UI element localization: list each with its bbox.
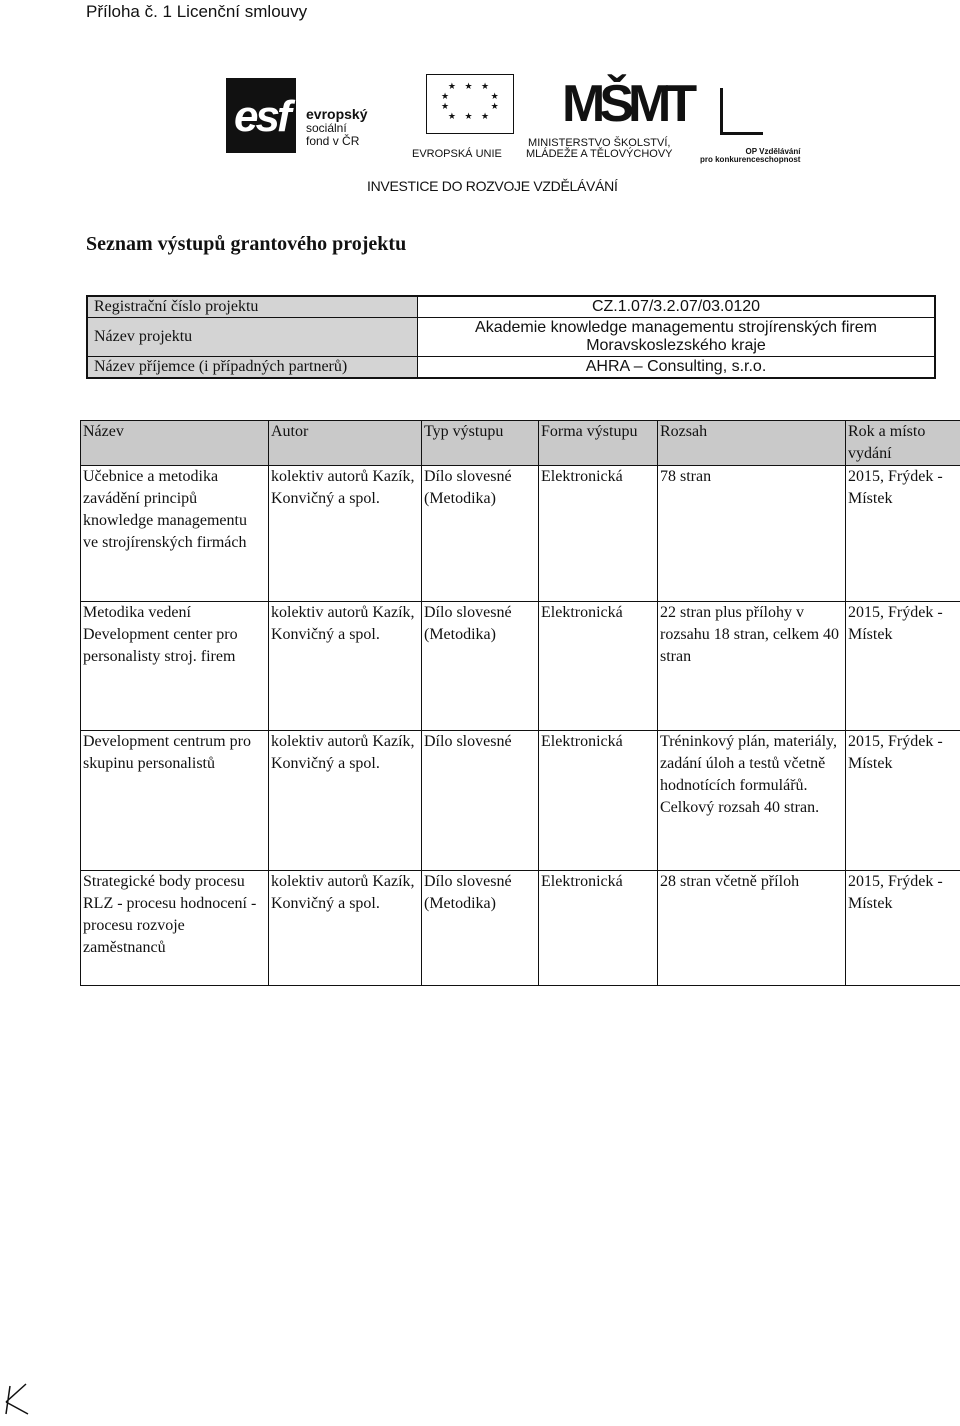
table-header-row (81, 421, 960, 466)
cell-typ: Dílo slovesné (422, 731, 539, 871)
project-info-table (86, 295, 936, 379)
cell-typ: Dílo slovesné (Metodika) (422, 871, 539, 986)
cell-nazev: Strategické body procesu RLZ - procesu hodnocení - procesu rozvoje zaměstnanců (81, 871, 269, 986)
esf-logo-letters: esf (234, 92, 289, 141)
msmt-line2: MLÁDEŽE A TĚLOVÝCHOVY (526, 148, 673, 160)
cell-rok: 2015, Frýdek - Místek (846, 602, 960, 731)
project-reg-row (88, 297, 934, 318)
col-header-nazev: Název (81, 421, 269, 466)
project-recipient-value: AHRA – Consulting, s.r.o. (585, 358, 767, 375)
esf-line1: evropský (306, 106, 368, 122)
op-label (700, 148, 800, 164)
cell-rok: 2015, Frýdek - Místek (846, 466, 960, 602)
cell-typ: Dílo slovesné (Metodika) (422, 466, 539, 602)
col-header-rozsah: Rozsah (658, 421, 846, 466)
op-line1: OP Vzdělávání (745, 147, 801, 156)
col-header-forma: Forma výstupu (539, 421, 658, 466)
col-header-rok: Rok a místo vydání (846, 421, 960, 466)
cell-rozsah: 28 stran včetně příloh (658, 871, 846, 986)
table-row (81, 871, 960, 986)
esf-logo (226, 78, 296, 153)
cell-forma: Elektronická (539, 602, 658, 731)
outputs-table (80, 420, 960, 986)
project-name-line1: Akademie knowledge managementu strojírenských firem (475, 319, 877, 336)
cell-nazev: Učebnice a metodika zavádění principů knowledge managementu ve strojírenských firmách (81, 466, 269, 602)
eu-label: EVROPSKÁ UNIE (412, 148, 502, 160)
cell-forma: Elektronická (539, 871, 658, 986)
op-line2: pro konkurenceschopnost (700, 155, 801, 164)
eu-stars: ★ ★ ★ ★ ★ ★ ★ ★ ★ ★ (441, 81, 502, 121)
page-title: Seznam výstupů grantového projektu (86, 233, 407, 255)
document-header: Příloha č. 1 Licenční smlouvy (86, 2, 308, 21)
project-reg-value: CZ.1.07/3.2.07/03.0120 (591, 298, 761, 315)
esf-line3: fond v ČR (306, 134, 360, 148)
project-name-line2: Moravskoslezského kraje (586, 337, 766, 354)
col-header-autor: Autor (269, 421, 422, 466)
cell-autor: kolektiv autorů Kazík, Konvičný a spol. (269, 466, 422, 602)
cell-rok: 2015, Frýdek - Místek (846, 871, 960, 986)
project-reg-label: Registrační číslo projektu (88, 297, 418, 317)
signature-mark (0, 1380, 40, 1420)
cell-forma: Elektronická (539, 466, 658, 602)
project-recipient-label: Název příjemce (i případných partnerů) (88, 357, 418, 377)
msmt-label (526, 138, 673, 160)
cell-autor: kolektiv autorů Kazík, Konvičný a spol. (269, 871, 422, 986)
project-recipient-row (88, 357, 934, 377)
cell-autor: kolektiv autorů Kazík, Konvičný a spol. (269, 602, 422, 731)
msmt-logo: MŠMT (562, 75, 692, 133)
op-logo-icon (720, 88, 763, 135)
cell-forma: Elektronická (539, 731, 658, 871)
cell-rozsah: Tréninkový plán, materiály, zadání úloh a testů včetně hodnotících formulářů. Celkový rozsah 40 stran. (658, 731, 846, 871)
table-row (81, 731, 960, 871)
cell-nazev: Metodika vedení Development center pro personalisty stroj. firem (81, 602, 269, 731)
investice-tagline: INVESTICE DO ROZVOJE VZDĚLÁVÁNÍ (367, 178, 618, 194)
project-name-value (418, 318, 934, 356)
esf-line2: sociální (306, 121, 347, 135)
project-name-row (88, 318, 934, 357)
cell-rok: 2015, Frýdek - Místek (846, 731, 960, 871)
cell-autor: kolektiv autorů Kazík, Konvičný a spol. (269, 731, 422, 871)
project-name-label: Název projektu (88, 318, 418, 356)
msmt-line1: MINISTERSTVO ŠKOLSTVÍ, (528, 137, 671, 149)
cell-typ: Dílo slovesné (Metodika) (422, 602, 539, 731)
cell-nazev: Development centrum pro skupinu personalistů (81, 731, 269, 871)
eu-flag-icon (426, 74, 514, 134)
col-header-typ: Typ výstupu (422, 421, 539, 466)
table-row (81, 466, 960, 602)
esf-text (306, 108, 367, 148)
cell-rozsah: 22 stran plus přílohy v rozsahu 18 stran, celkem 40 stran (658, 602, 846, 731)
cell-rozsah: 78 stran (658, 466, 846, 602)
table-row (81, 602, 960, 731)
